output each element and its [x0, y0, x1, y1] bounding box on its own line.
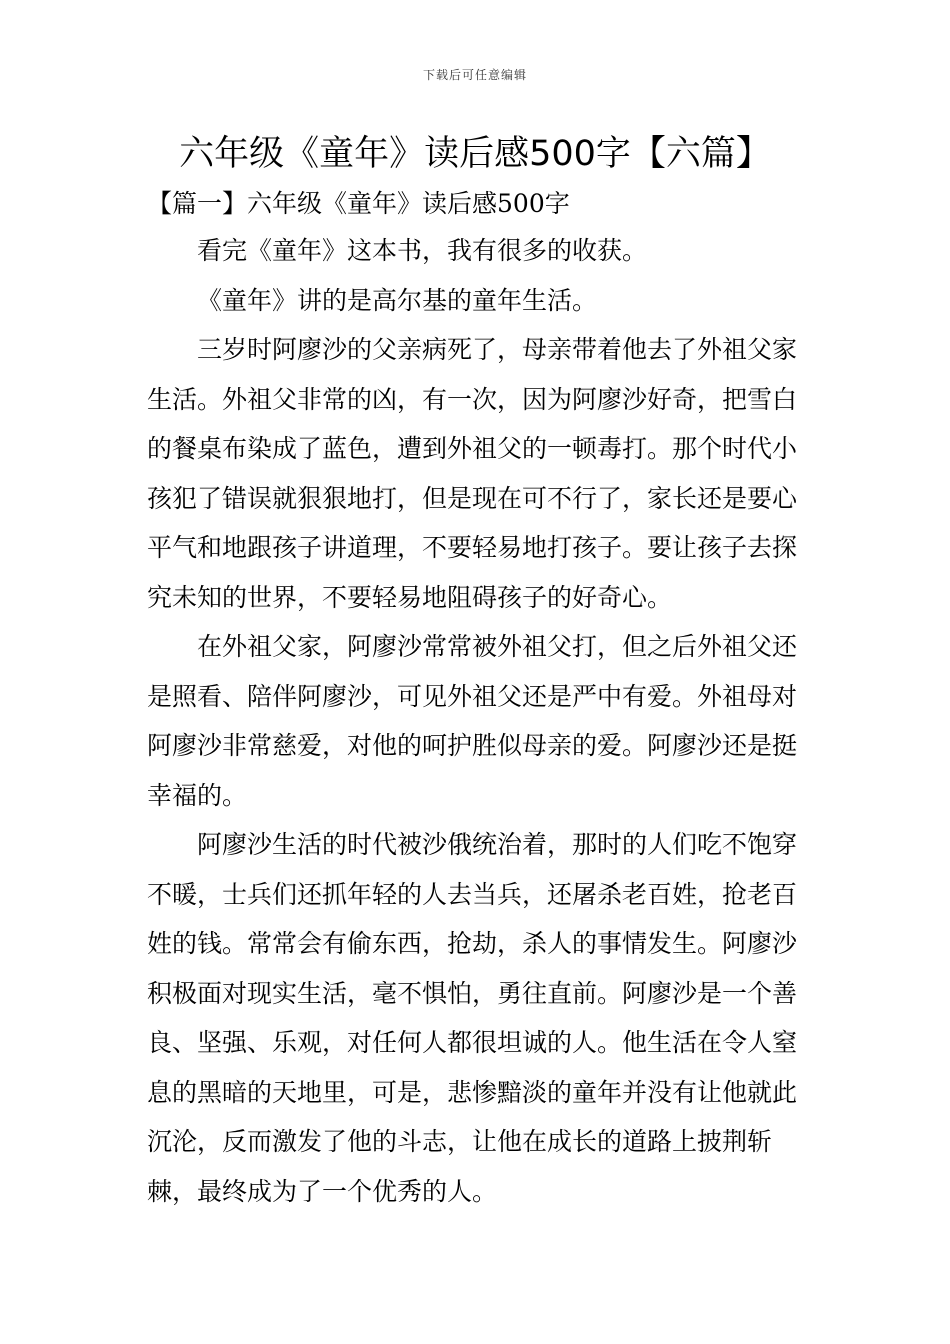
- paragraph: 三岁时阿廖沙的父亲病死了，母亲带着他去了外祖父家生活。外祖父非常的凶，有一次，因为阿廖沙好奇，把雪白的餐桌布染成了蓝色，遭到外祖父的一顿毒打。那个时代小孩犯了错误就狠狠地打，但是现在可不行了，家长还是要心平气和地跟孩子讲道理，不要轻易地打孩子。要让孩子去探究未知的世界，不要轻易地阻碍孩子的好奇心。: [147, 335, 798, 612]
- header-note: 下载后可任意编辑: [422, 68, 527, 82]
- paragraph: 看完《童年》这本书，我有很多的收获。: [197, 236, 648, 265]
- paragraph: 在外祖父家，阿廖沙常常被外祖父打，但之后外祖父还是照看、陪伴阿廖沙，可见外祖父还是严中有爱。外祖母对阿廖沙非常慈爱，对他的呵护胜似母亲的爱。阿廖沙还是挺幸福的。: [147, 632, 798, 810]
- page-title: 六年级《童年》读后感500字【六篇】: [179, 134, 771, 174]
- paragraph: 阿廖沙生活的时代被沙俄统治着，那时的人们吃不饱穿不暖，士兵们还抓年轻的人去当兵，还屠杀老百姓，抢老百姓的钱。常常会有偷东西，抢劫，杀人的事情发生。阿廖沙积极面对现实生活，毫不惧怕，勇往直前。阿廖沙是一个善良、坚强、乐观，对任何人都很坦诚的人。他生活在令人窒息的黑暗的天地里，可是，悲惨黯淡的童年并没有让他就此沉沦，反而激发了他的斗志，让他在成长的道路上披荆斩棘，最终成为了一个优秀的人。: [147, 830, 798, 1206]
- paragraph: 《童年》讲的是高尔基的童年生活。: [197, 285, 598, 315]
- section-heading: 【篇一】六年级《童年》读后感500字: [147, 189, 570, 218]
- body-text: [147, 226, 807, 1216]
